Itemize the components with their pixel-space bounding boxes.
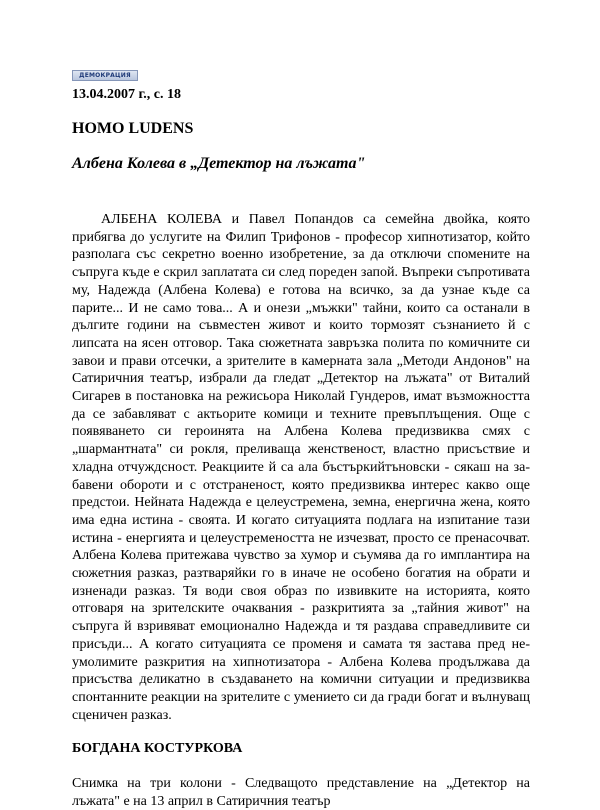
article-author: БОГДАНА КОСТУРКОВА <box>72 741 243 757</box>
article-title: Албена Колева в „Детектор на лъжата" <box>72 155 366 172</box>
article-page <box>72 68 530 810</box>
newspaper-logo: ДЕМОКРАЦИЯ <box>72 70 138 81</box>
article-body: АЛБЕНА КОЛЕВА и Павел Попандов са семейна двойка, която прибягва до услугите на Филип Трифонов - професор хипнотизатор, който разполага със секретно военно изобретение, за да отключи спомените на съпруга къде е скрил заплатата си след пореден запой. Въпреки съпротивата му, Надежда (Албена Колева) е готова на всичко, за да узнае къде са парите... И не само това... А и онези „мъжки" тайни, които са останали в дългите години на съвместен живот и които тормозят съзнанието й с липсата на ясен отговор. Така сюжетната завръзка полита по комичните си завои и прави отсечки, а зрителите в камерната зала „Методи Андонов" на Сатиричния театър, избрали да гледат „Детектор на лъжата" от Виталий Сигарев в постановка на режисьора Николай Гундеров, имат възможността да се забавляват с актьорите комици и техните превъплъщения. Още с появяването си героинята на Албена Колева предизвиква смях с „шармантната" си рокля, преливаща женственост, властно присъствие и хладна отчуждсност. Реакциите й са ала бъстъркийтъновски - сякаш на забавени обороти и с отстраненост, която предизвиква интерес какво още предстои. Нейната Надежда е целеустремена, земна, енергична жена, която има една истина - своята. И когато ситуацията подлага на изпитание тази истина - енергията и целеустремеността не изчезват, просто се пренасочват. Албена Колева притежава чувство за хумор и съумява да го имплантира на сюжетния разказ, разтваряйки го в иначе не особено богатия на обрати и изненади разказ. Тя води своя образ по извивките на историята, която отговаря на зрителските очаквания - разкритията за „тайния живот" на съпруга й взривяват емоционално Надежда и тя раздава справедливите си присъди... А когато ситуацията се променя и самата тя застава пред неумолимите разкрития на хипнотизатора - Албена Колева продължава да присъства деликатно в създаването на комични ситуации и предизвиква спонтанните реакции на зрителите с умението си да гради богат и вълнуващ сценичен разказ. <box>72 212 530 723</box>
section-rubric: HOMO LUDENS <box>72 120 194 137</box>
publication-date: 13.04.2007 г., с. 18 <box>72 87 181 102</box>
photo-caption: Снимка на три колони - Следващото представление на „Детектор на лъжата" е на 13 април в Сатиричния театър <box>72 776 530 809</box>
